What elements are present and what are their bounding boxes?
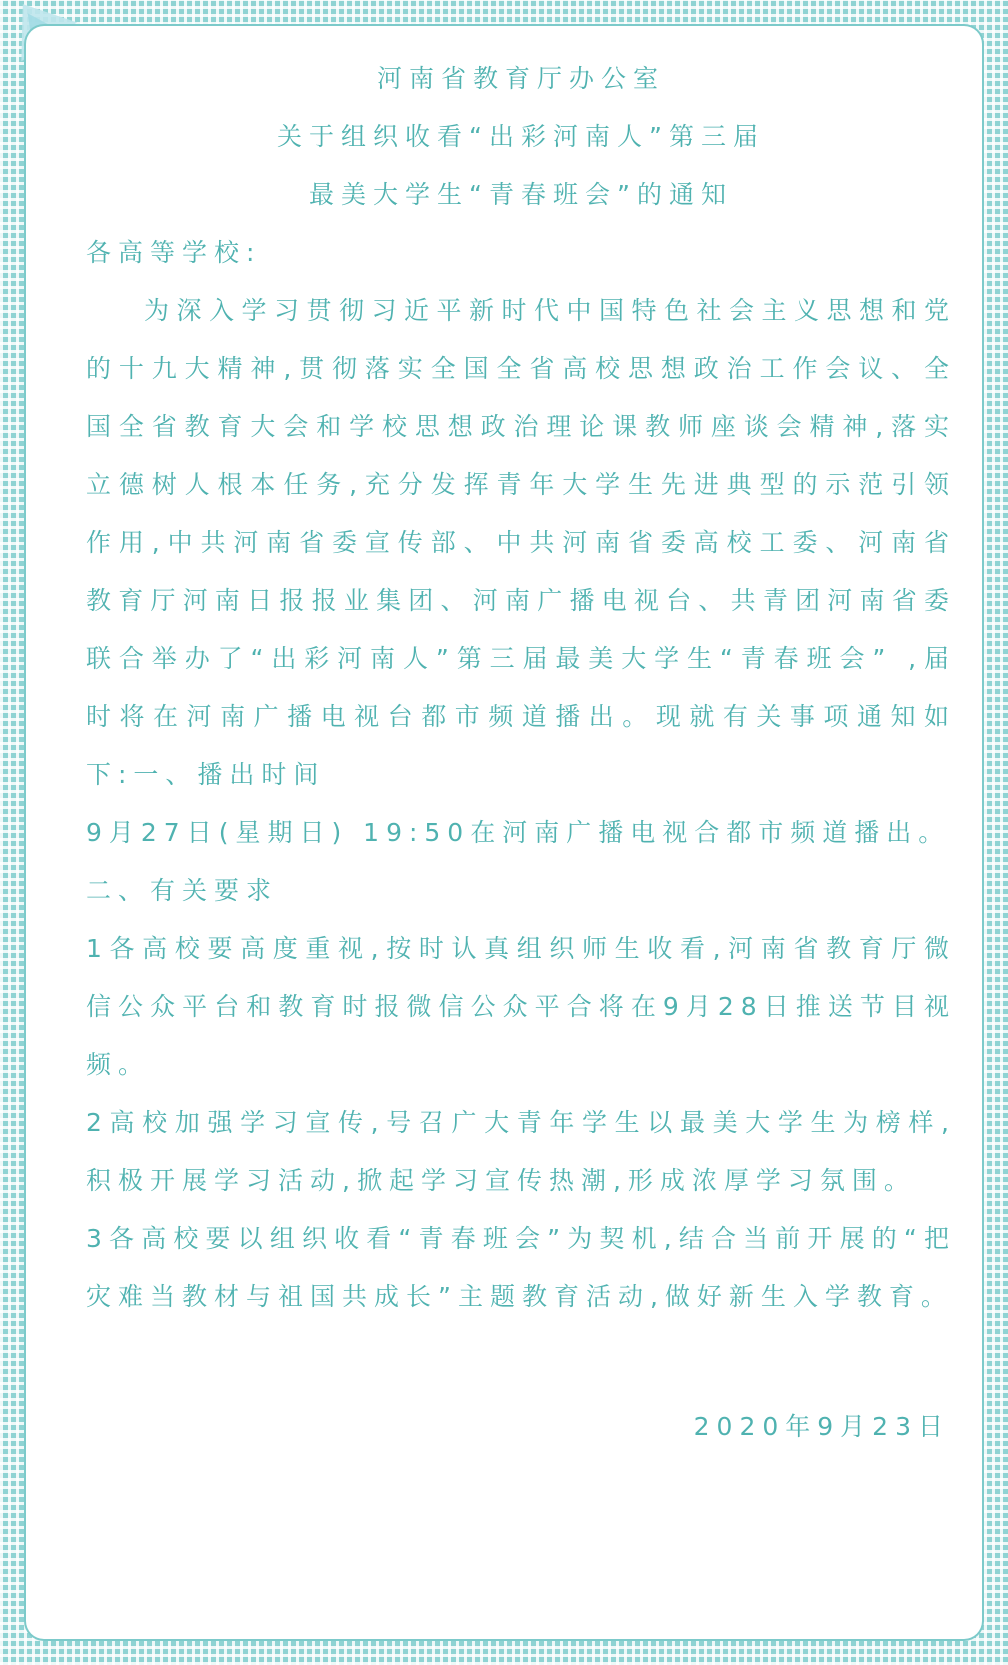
body-paragraph-broadcast-time: 9月27日(星期日) 19:50在河南广播电视合都市频道播出。 [86,818,951,847]
requirement-item-1: 1各高校要高度重视,按时认真组织师生收看,河南省教育厅微信公众平台和教育时报微信公众平合将在9月28日推送节目视频。 [86,934,956,1079]
requirement-item-3: 3各高校要以组织收看“青春班会”为契机,结合当前开展的“把灾难当教材与祖国共成长”主题教育活动,做好新生入学教育。 [86,1224,956,1311]
body-paragraph-intro: 为深入学习贯彻习近平新时代中国特色社会主义思想和党的十九大精神,贯彻落实全国全省高校思想政治工作会议、全国全省教育大会和学校思想政治理论课教师座谈会精神,落实立德树人根本任务,充分发挥青年大学生先进典型的示范引领作用,中共河南省委宣传部、中共河南省委高校工委、河南省教育厅河南日报报业集团、河南广播电视台、共青团河南省委联合举办了“出彩河南人”第三届最美大学生“青春班会” ,届时将在河南广播电视台都市频道播出。现就有关事项通知如下:一、播出时间 [86,296,956,789]
notice-content [86,50,956,1456]
section-heading-requirements: 二、有关要求 [86,876,279,905]
title-line-2: 关于组织收看“出彩河南人”第三届 [277,122,765,151]
requirement-item-2: 2高校加强学习宣传,号召广大青年学生以最美大学生为榜样,积极开展学习活动,掀起学习宣传热潮,形成浓厚学习氛围。 [86,1108,956,1195]
salutation: 各高等学校: [86,238,262,267]
notice-date: 2020年9月23日 [693,1412,950,1441]
title-line-1: 河南省教育厅办公室 [376,64,665,93]
title-line-3: 最美大学生“青春班会”的通知 [309,180,733,209]
